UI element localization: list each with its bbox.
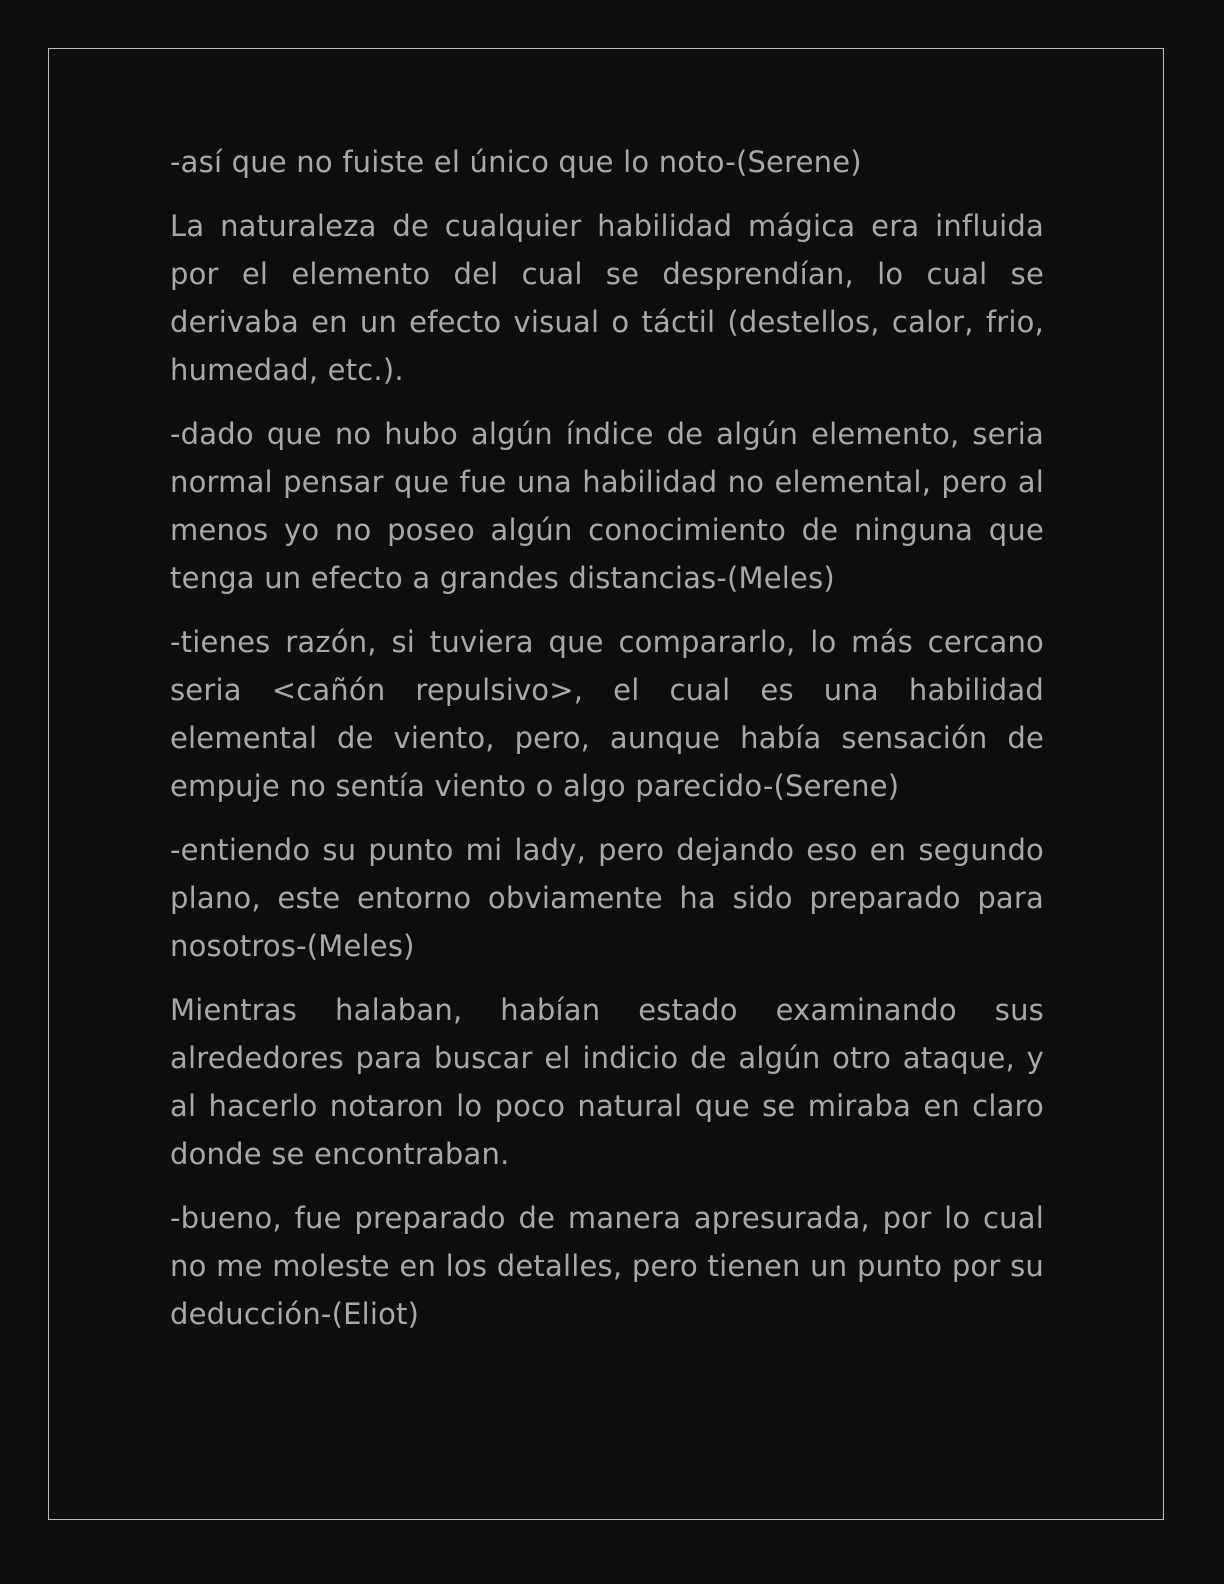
document-body bbox=[170, 138, 1044, 1354]
paragraph-6: Mientras halaban, habían estado examinando sus alrededores para buscar el indicio de algún otro ataque, y al hacerlo notaron lo poco natural que se miraba en claro donde se encontraban. bbox=[170, 993, 1044, 1171]
paragraph-2: La naturaleza de cualquier habilidad mágica era influida por el elemento del cual se desprendían, lo cual se derivaba en un efecto visual o táctil (destellos, calor, frio, humedad, etc.). bbox=[170, 209, 1044, 387]
paragraph-7: -bueno, fue preparado de manera apresurada, por lo cual no me moleste en los detalles, pero tienen un punto por su deducción-(Eliot) bbox=[170, 1201, 1044, 1331]
paragraph-5: -entiendo su punto mi lady, pero dejando eso en segundo plano, este entorno obviamente ha sido preparado para nosotros-(Meles) bbox=[170, 833, 1044, 963]
paragraph-4: -tienes razón, si tuviera que compararlo, lo más cercano seria <cañón repulsivo>, el cual es una habilidad elemental de viento, pero, aunque había sensación de empuje no sentía viento o algo parecido-(Serene) bbox=[170, 625, 1044, 803]
paragraph-1: -así que no fuiste el único que lo noto-(Serene) bbox=[170, 145, 862, 179]
paragraph-3: -dado que no hubo algún índice de algún elemento, seria normal pensar que fue una habilidad no elemental, pero al menos yo no poseo algún conocimiento de ninguna que tenga un efecto a grandes distancias-(Meles) bbox=[170, 417, 1044, 595]
